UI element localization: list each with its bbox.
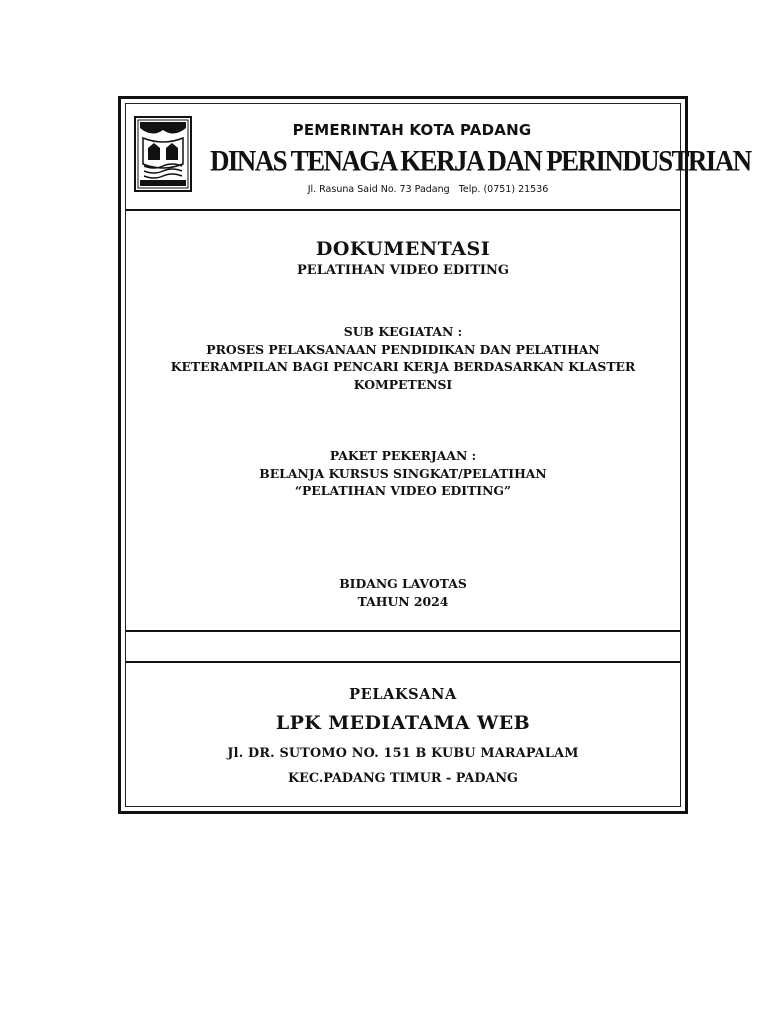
document-cover-frame (118, 96, 751, 814)
document-body (126, 212, 680, 632)
paket-label: PAKET PEKERJAAN : (329, 448, 477, 463)
sub-kegiatan-label: SUB KEGIATAN : (343, 324, 463, 339)
letterhead (126, 104, 751, 211)
phone-number: Telp. (0751) 21536 (458, 184, 549, 195)
government-name: PEMERINTAH KOTA PADANG (292, 121, 532, 139)
document-title: DOKUMENTASI (315, 238, 491, 260)
document-inner-frame (125, 103, 751, 807)
document-subtitle: PELATIHAN VIDEO EDITING (297, 263, 509, 278)
street-address: Jl. Rasuna Said No. 73 Padang (307, 184, 450, 195)
executor-address-line2: KEC.PADANG TIMUR - PADANG (288, 771, 518, 786)
agency-name: DINAS TENAGA KERJA DAN PERINDUSTRIAN (210, 144, 751, 177)
sub-kegiatan-section (126, 323, 680, 393)
separator-band (126, 633, 680, 663)
padang-city-coat-of-arms-icon (134, 116, 192, 192)
sub-kegiatan-line: KETERAMPILAN BAGI PENCARI KERJA BERDASARKAN KLASTER (170, 359, 636, 374)
executor-name: LPK MEDIATAMA WEB (275, 712, 531, 734)
executor-label: PELAKSANA (349, 686, 457, 703)
sub-kegiatan-line: KOMPETENSI (353, 376, 453, 392)
division-section (126, 575, 680, 610)
executor-address-line1: Jl. DR. SUTOMO NO. 151 B KUBU MARAPALAM (227, 746, 579, 761)
paket-line: BELANJA KURSUS SINGKAT/PELATIHAN (259, 465, 547, 481)
paket-line: “PELATIHAN VIDEO EDITING” (294, 483, 512, 498)
sub-kegiatan-line: PROSES PELAKSANAAN PENDIDIKAN DAN PELATIHAN (206, 341, 600, 357)
executor-section (126, 664, 680, 806)
document-year: TAHUN 2024 (357, 593, 449, 609)
paket-pekerjaan-section (126, 447, 680, 500)
letterhead-address (216, 184, 640, 195)
division-name: BIDANG LAVOTAS (339, 576, 467, 591)
